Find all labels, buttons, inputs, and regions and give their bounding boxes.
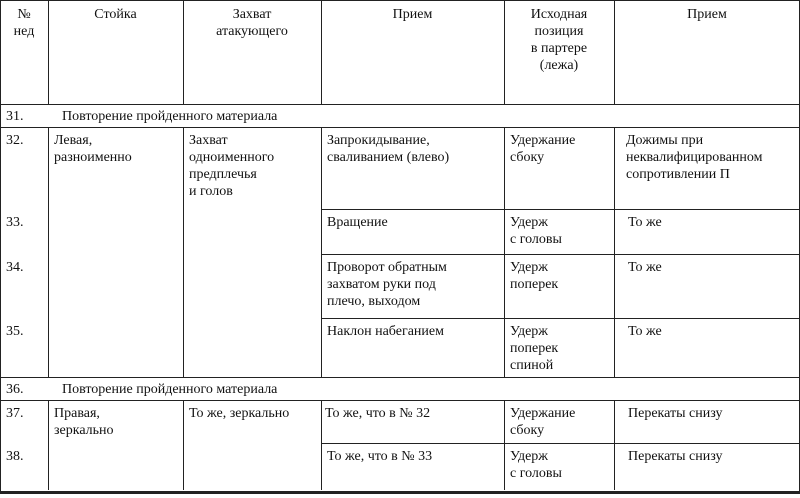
row-35-ground: То же	[628, 324, 662, 339]
header-grip: Захват атакующего	[216, 7, 288, 39]
row-33-technique: Вращение	[327, 215, 388, 230]
header-ground-technique: Прием	[687, 7, 727, 22]
row-31-number: 31.	[6, 109, 24, 124]
row-32-number: 32.	[6, 133, 24, 148]
row-37-stance: Правая, зеркально	[54, 406, 114, 438]
row-32-ground: Дожимы при неквалифицированном сопротивлении П	[626, 133, 763, 182]
row-35-number: 35.	[6, 324, 24, 339]
row-38-ground: Перекаты снизу	[628, 449, 723, 464]
row-32-technique: Запрокидывание, сваливанием (влево)	[327, 133, 450, 165]
header-stance: Стойка	[94, 7, 137, 22]
row-37-position: Удержание сбоку	[510, 406, 576, 438]
row-33-ground: То же	[628, 215, 662, 230]
row-33-position: Удерж с головы	[510, 215, 562, 247]
row-37-technique: То же, что в № 32	[325, 406, 431, 421]
row-37-number: 37.	[6, 406, 24, 421]
row-37-grip: То же, зеркально	[189, 406, 290, 421]
row-33-number: 33.	[6, 215, 24, 230]
row-38-position: Удерж с головы	[510, 449, 562, 481]
row-35-position: Удерж поперек спиной	[510, 324, 559, 373]
row-38-technique: То же, что в № 33	[327, 449, 433, 464]
row-36-text: Повторение пройденного материала	[62, 382, 278, 397]
row-34-ground: То же	[628, 260, 662, 275]
header-technique: Прием	[392, 7, 433, 22]
row-34-technique: Проворот обратным захватом руки под плечо, выходом	[327, 260, 447, 309]
header-week: № нед	[13, 7, 35, 39]
row-32-position: Удержание сбоку	[510, 133, 576, 165]
row-37-ground: Перекаты снизу	[628, 406, 723, 421]
row-38-number: 38.	[6, 449, 24, 464]
row-34-position: Удерж поперек	[510, 260, 559, 292]
row-36-number: 36.	[6, 382, 24, 397]
row-34-number: 34.	[6, 260, 24, 275]
header-ground-position: Исходная позиция в партере (лежа)	[530, 7, 588, 73]
row-35-technique: Наклон набеганием	[327, 324, 444, 339]
row-32-grip: Захват одноименного предплечья и голов	[189, 133, 275, 199]
row-31-text: Повторение пройденного материала	[62, 109, 278, 124]
row-32-stance: Левая, разноименно	[54, 133, 132, 165]
